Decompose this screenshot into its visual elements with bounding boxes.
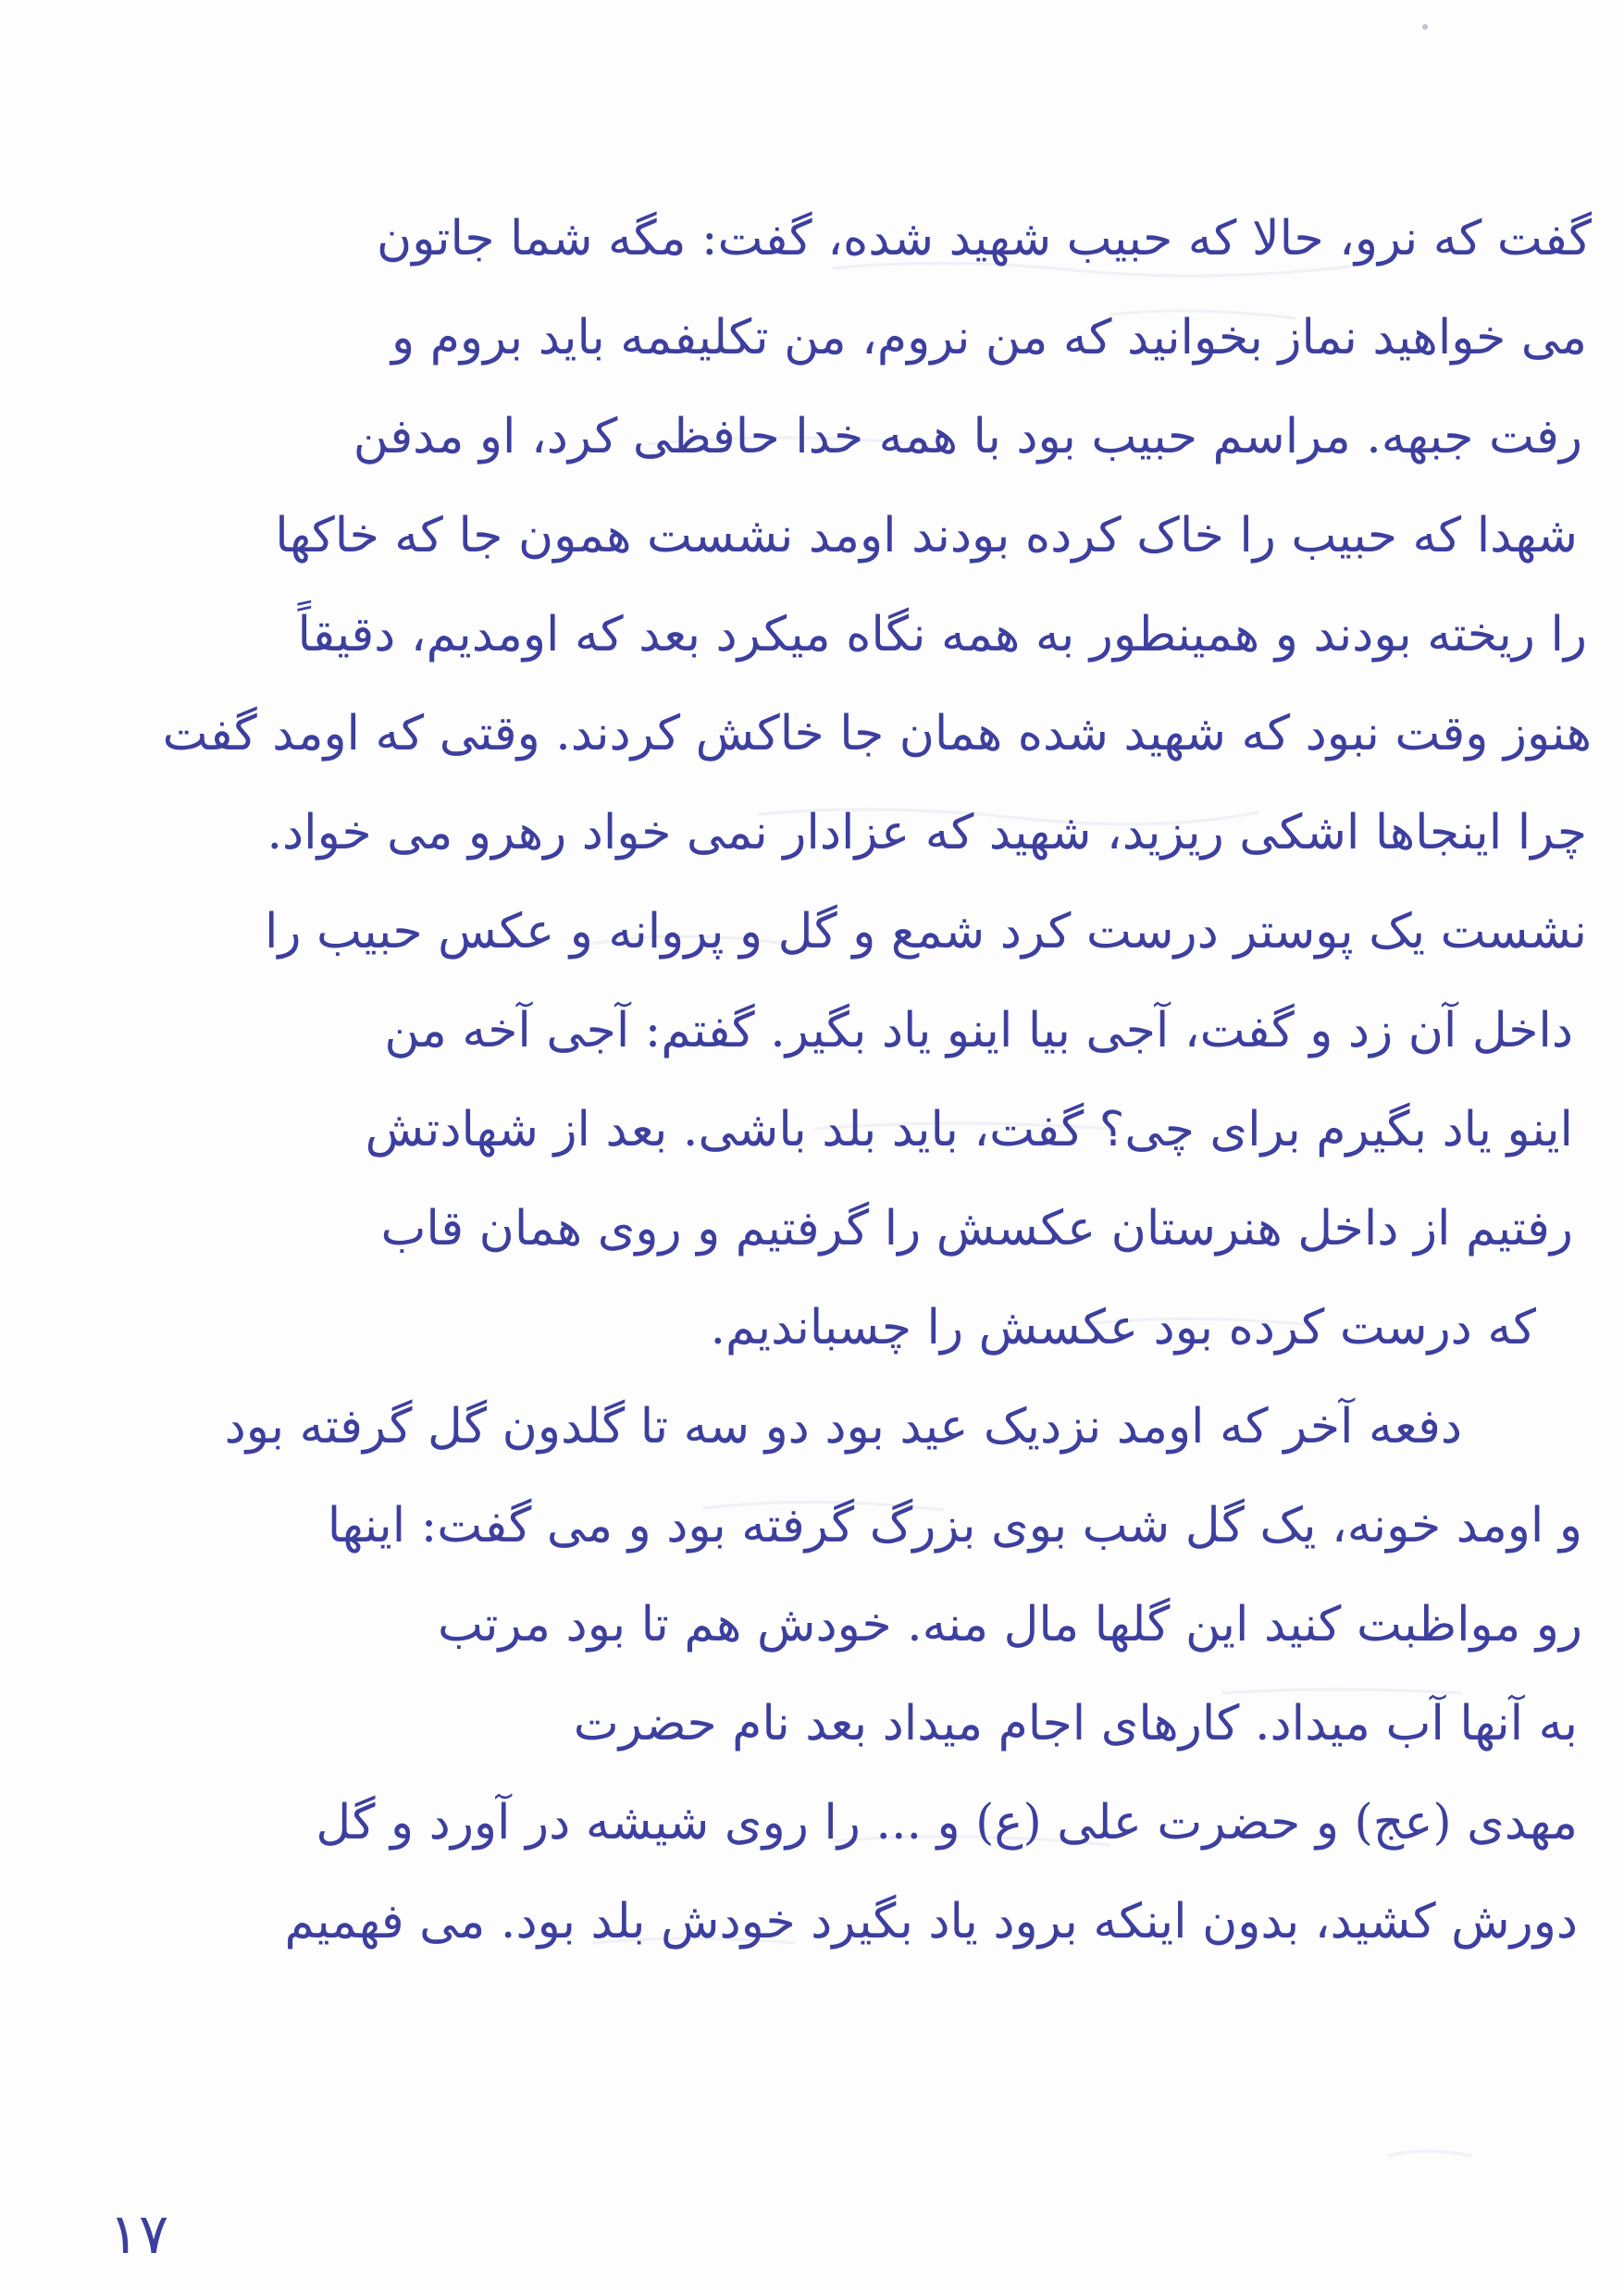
text-line: رو مواظبت کنید این گلها مال منه. خودش هم تا بود مرتب: [437, 1597, 1582, 1653]
speck: [1422, 24, 1428, 30]
text-line: و اومد خونه، یک گل شب بوی بزرگ گرفته بود و می گفت: اینها: [327, 1498, 1582, 1553]
text-line: نشست یک پوستر درست کرد شمع و گل و پروانه و عکس حبیب را: [264, 904, 1587, 959]
text-line: مهدی (عج) و حضرت علی (ع) و ... را روی شیشه در آورد و گل: [316, 1795, 1578, 1851]
text-line: دورش کشید، بدون اینکه برود یاد بگیرد خودش بلد بود. می فهمیم: [284, 1894, 1578, 1950]
text-line: گفت که نرو، حالا که حبیب شهید شده، گفت: مگه شما جاتون: [377, 211, 1592, 266]
text-line: چرا اینجاها اشکی ریزید، شهید که عزادار نمی خواد رهرو می خواد.: [267, 805, 1587, 860]
text-line: که درست کرده بود عکسش را چسباندیم.: [710, 1300, 1536, 1355]
ghost-stroke: [1388, 2151, 1471, 2156]
text-line: داخل آن زد و گفت، آجی بیا اینو یاد بگیر. گفتم: آجی آخه من: [384, 1003, 1573, 1058]
text-line: اینو یاد بگیرم برای چی؟ گفت، باید بلد باشی. بعد از شهادتش: [365, 1102, 1573, 1157]
text-line: دفعه آخر که اومد نزدیک عید بود دو سه تا گلدون گل گرفته بود: [224, 1399, 1462, 1454]
text-line: هنوز وقت نبود که شهید شده همان جا خاکش کردند. وقتی که اومد گفت: [162, 706, 1592, 761]
text-line: به آنها آب میداد. کارهای اجام میداد بعد نام حضرت: [573, 1696, 1578, 1752]
page-number: ۱۷: [108, 2202, 169, 2267]
text-line: را ریخته بودند و همینطور به همه نگاه میکرد بعد که اومدیم، دقیقاً: [297, 607, 1587, 662]
text-line: رفتیم از داخل هنرستان عکسش را گرفتیم و روی همان قاب: [380, 1201, 1573, 1256]
handwritten-text-body: [19, 190, 1601, 1972]
text-line: شهدا که حبیب را خاک کرده بودند اومد نشست همون جا که خاکها: [275, 508, 1578, 563]
text-line: می خواهید نماز بخوانید که من نروم، من تکلیفمه باید بروم و: [391, 310, 1587, 365]
text-line: رفت جبهه. مراسم حبیب بود با همه خدا حافظی کرد، او مدفن: [353, 409, 1582, 464]
